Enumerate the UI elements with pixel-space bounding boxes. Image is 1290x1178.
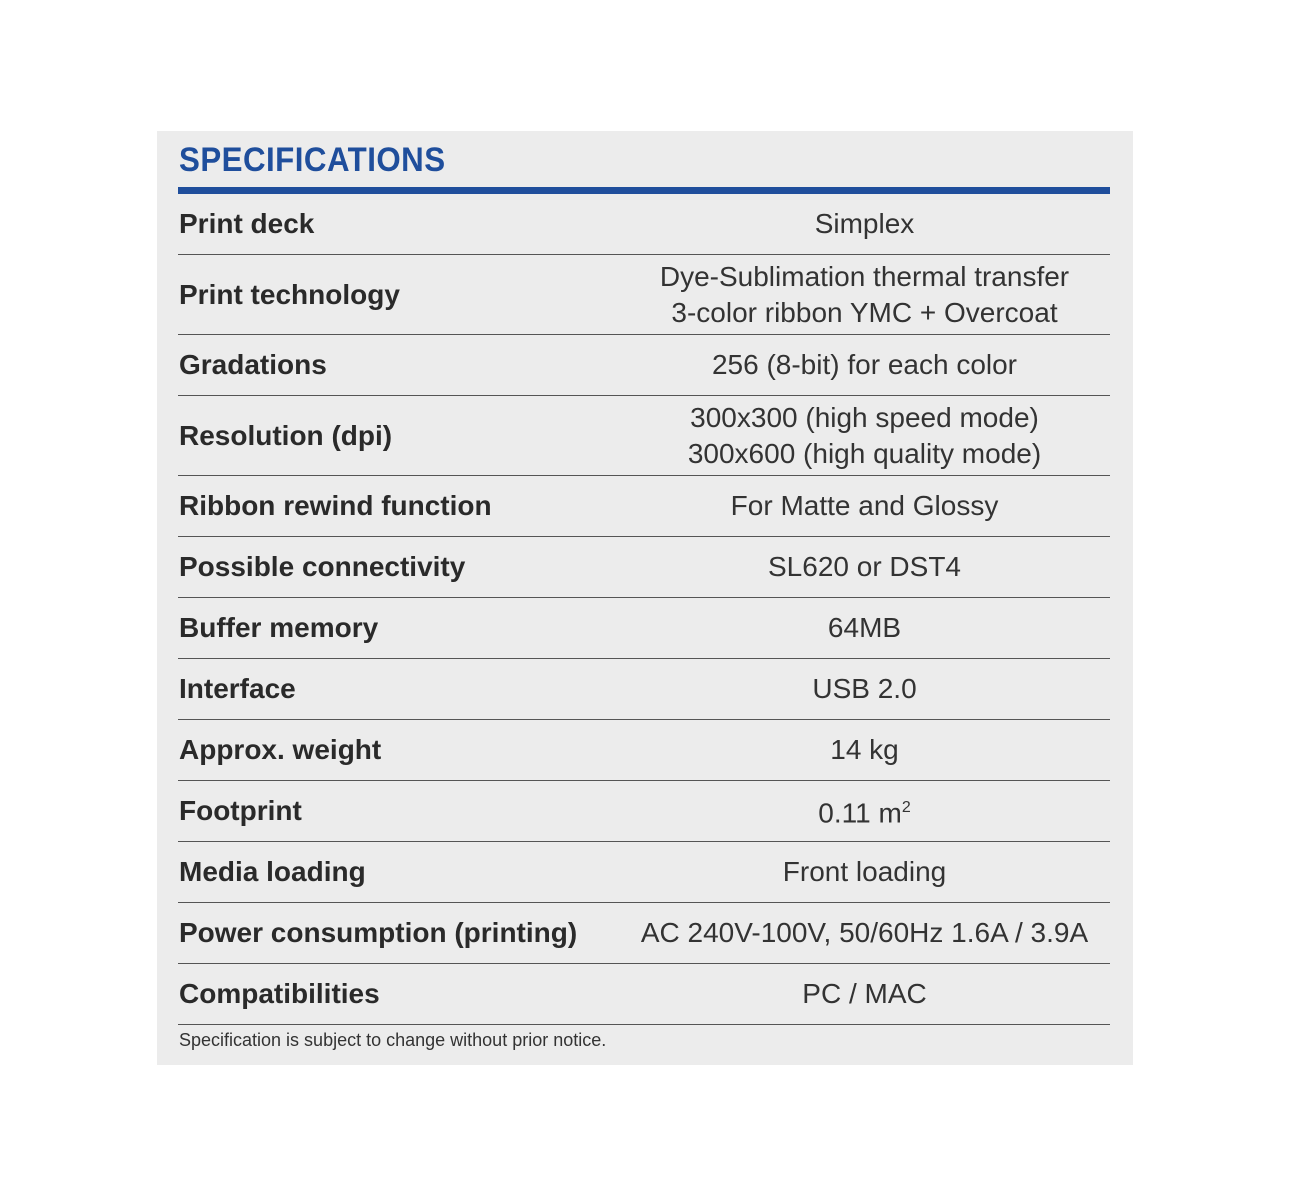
section-title: SPECIFICATIONS <box>179 141 446 179</box>
spec-value-text: Simplex <box>814 208 915 239</box>
spec-row <box>178 720 1110 781</box>
spec-value <box>619 790 1110 831</box>
spec-row <box>178 781 1110 842</box>
spec-row <box>178 476 1110 537</box>
spec-value-text: PC / MAC <box>802 978 927 1009</box>
spec-value-line <box>619 488 1110 524</box>
spec-value <box>619 976 1110 1012</box>
spec-value <box>619 915 1110 951</box>
title-underline <box>178 187 1110 194</box>
spec-value <box>619 488 1110 524</box>
spec-value-line <box>619 347 1110 383</box>
spec-row <box>178 903 1110 964</box>
spec-value <box>619 610 1110 646</box>
spec-row <box>178 537 1110 598</box>
spec-label: Gradations <box>179 349 327 380</box>
spec-value-text: USB 2.0 <box>812 673 917 704</box>
spec-row <box>178 335 1110 396</box>
spec-label: Resolution (dpi) <box>179 419 393 451</box>
spec-value <box>619 732 1110 768</box>
spec-value-line <box>619 549 1110 585</box>
spec-value <box>619 671 1110 707</box>
spec-value-text: 300x600 (high quality mode) <box>687 437 1042 469</box>
spec-value-line <box>619 400 1110 436</box>
superscript: 2 <box>901 799 911 817</box>
spec-value-line <box>619 436 1110 472</box>
spec-value-line <box>619 790 1110 831</box>
spec-label: Print technology <box>179 278 400 310</box>
spec-value-line <box>619 671 1110 707</box>
spec-row <box>178 194 1110 255</box>
footnote: Specification is subject to change without prior notice. <box>179 1030 607 1050</box>
spec-label: Interface <box>179 673 296 704</box>
spec-row <box>178 842 1110 903</box>
spec-value <box>619 347 1110 383</box>
spec-value-line <box>619 610 1110 646</box>
spec-row <box>178 255 1110 335</box>
spec-value-text: AC 240V-100V, 50/60Hz 1.6A / 3.9A <box>640 917 1089 948</box>
spec-value-line <box>619 976 1110 1012</box>
spec-value-line <box>619 206 1110 242</box>
spec-label: Approx. weight <box>179 734 382 765</box>
spec-value-text: 0.11 m <box>818 797 902 829</box>
spec-value <box>619 549 1110 585</box>
spec-value-line <box>619 259 1110 295</box>
spec-label: Media loading <box>179 856 366 887</box>
spec-value <box>619 259 1110 331</box>
spec-label: Power consumption (printing) <box>179 917 578 948</box>
spec-value <box>619 854 1110 890</box>
spec-row <box>178 964 1110 1025</box>
spec-value-line <box>619 295 1110 331</box>
spec-value-text: 300x300 (high speed mode) <box>690 401 1039 433</box>
spec-value <box>619 400 1110 472</box>
specifications-panel <box>157 131 1133 1065</box>
spec-value <box>619 206 1110 242</box>
spec-row <box>178 396 1110 476</box>
spec-row <box>178 598 1110 659</box>
spec-label: Print deck <box>179 208 315 239</box>
spec-label: Compatibilities <box>179 978 380 1009</box>
spec-value-text: SL620 or DST4 <box>768 551 961 582</box>
spec-value-text: 256 (8-bit) for each color <box>711 349 1018 380</box>
spec-label: Possible connectivity <box>179 551 466 582</box>
spec-value-line <box>619 732 1110 768</box>
spec-value-text: Dye-Sublimation thermal transfer <box>659 260 1070 292</box>
spec-value-text: 3-color ribbon YMC + Overcoat <box>671 296 1058 328</box>
spec-label: Ribbon rewind function <box>179 490 492 521</box>
spec-value-text: 64MB <box>827 612 902 643</box>
spec-label: Footprint <box>179 795 302 826</box>
spec-value-text: Front loading <box>782 856 947 887</box>
spec-value-line <box>619 854 1110 890</box>
spec-row <box>178 659 1110 720</box>
specifications-table <box>178 194 1110 1025</box>
spec-value-text: For Matte and Glossy <box>730 490 999 521</box>
spec-value-text: 14 kg <box>830 734 899 765</box>
spec-value-line <box>619 915 1110 951</box>
spec-label: Buffer memory <box>179 612 379 643</box>
